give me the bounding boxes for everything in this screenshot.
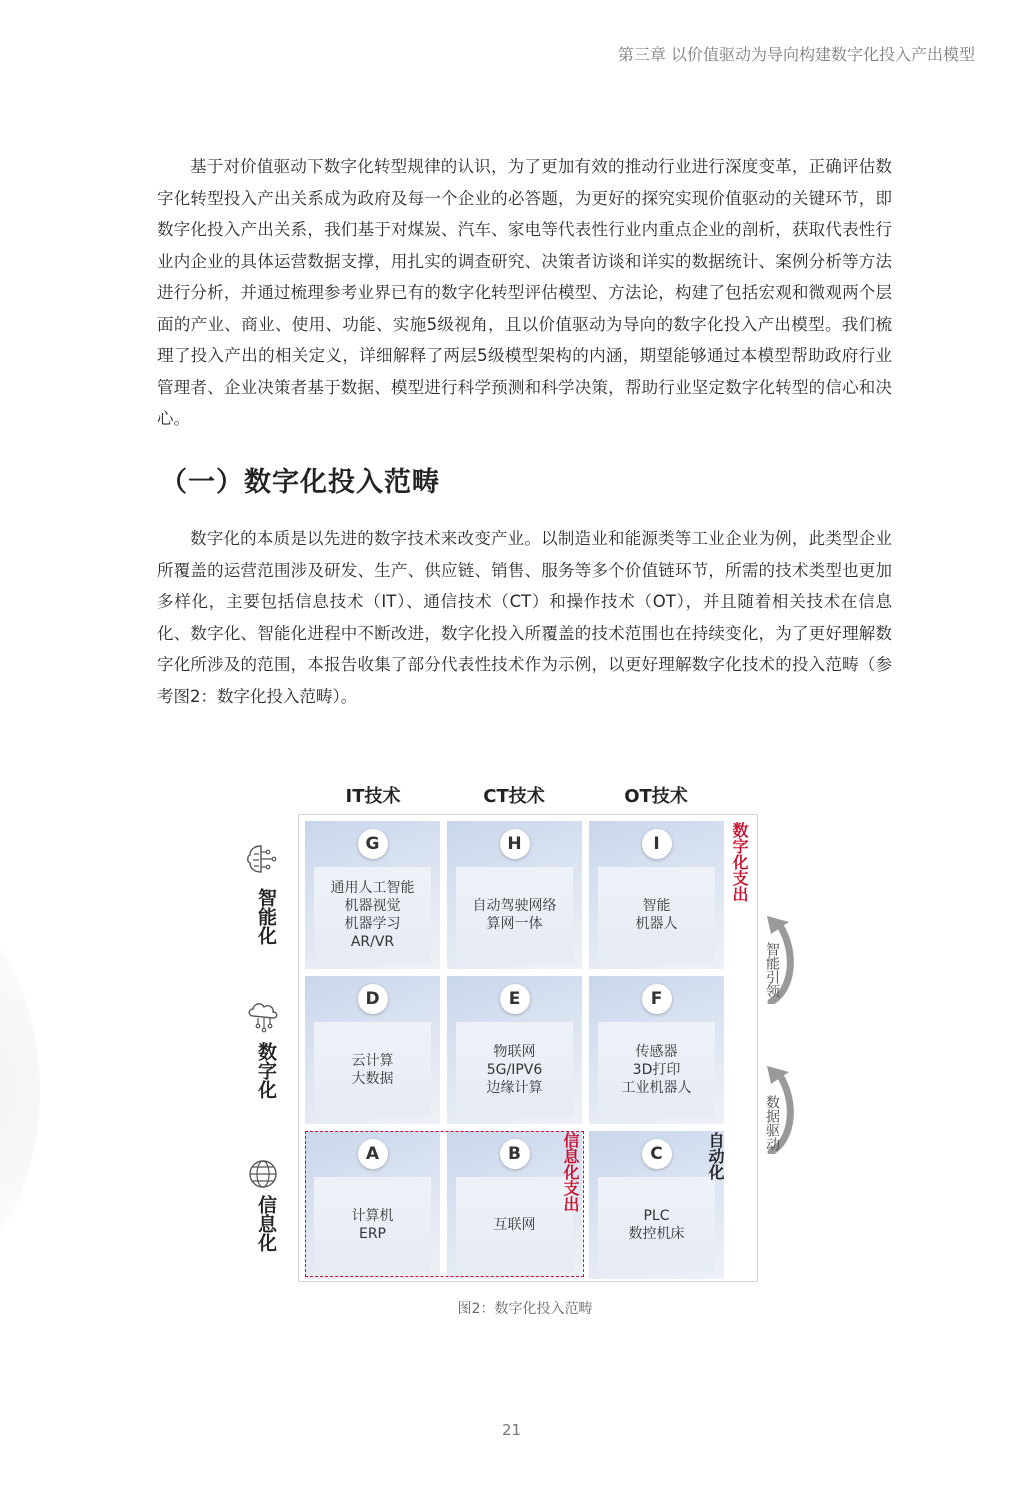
cell-line: AR/VR xyxy=(350,933,395,950)
cell-content xyxy=(314,867,431,962)
brain-chip-icon xyxy=(244,842,282,878)
cell-letter: G xyxy=(358,829,388,859)
cell-e xyxy=(447,976,582,1124)
cell-c xyxy=(589,1131,724,1279)
scope-paragraph: 数字化的本质是以先进的数字技术来改变产业。以制造业和能源类等工业企业为例，此类型企业所覆盖的运营范围涉及研发、生产、供应链、销售、服务等多个价值链环节，所需的技术类型也更加多样化，主要包括信息技术（IT）、通信技术（CT）和操作技术（OT），并且随着相关技术在信息化、数字化、智能化进程中不断改进，数字化投入所覆盖的技术范围也在持续变化，为了更好理解数字化所涉及的范围，本报告收集了部分代表性技术作为示例，以更好理解数字化技术的投入范畴（参考图2：数字化投入范畴）。 xyxy=(157,529,892,706)
cell-letter: E xyxy=(500,984,530,1014)
row-label-informatization: 信息化 xyxy=(255,1195,277,1252)
cell-line: 算网一体 xyxy=(486,915,543,932)
cell-line: 自动驾驶网络 xyxy=(472,897,557,914)
cell-letter: I xyxy=(642,829,672,859)
cell-content xyxy=(598,1177,715,1272)
cell-line: 传感器 xyxy=(635,1043,678,1060)
row-label-intelligent: 智能化 xyxy=(255,888,277,945)
cell-line: 机器人 xyxy=(635,915,678,932)
cell-line: 边缘计算 xyxy=(486,1079,543,1096)
cell-line: 计算机 xyxy=(351,1207,394,1224)
cell-letter: A xyxy=(358,1139,388,1169)
smart-lead-label: 智能引领 xyxy=(764,942,780,998)
cell-line: PLC xyxy=(643,1207,670,1224)
digital-spend-label: 数字化支出 xyxy=(730,822,749,902)
column-header-ot: OT技术 xyxy=(624,786,688,807)
cloud-network-icon xyxy=(244,998,282,1034)
figure-caption: 图2：数字化投入范畴 xyxy=(457,1301,593,1317)
cell-line: 云计算 xyxy=(351,1052,394,1069)
cell-content xyxy=(456,867,573,962)
automation-label: 自动化 xyxy=(706,1132,725,1180)
intro-paragraph: 基于对价值驱动下数字化转型规律的认识，为了更加有效的推动行业进行深度变革，正确评估数字化转型投入产出关系成为政府及每一个企业的必答题，为更好的探究实现价值驱动的关键环节，即数字化投入产出关系，我们基于对煤炭、汽车、家电等代表性行业内重点企业的剖析，获取代表性行业内企业的具体运营数据支撑，用扎实的调查研究、决策者访谈和详实的数据统计、案例分析等方法进行分析，并通过梳理参考业界已有的数字化转型评估模型、方法论，构建了包括宏观和微观两个层面的产业、商业、使用、功能、实施5级视角，且以价值驱动为导向的数字化投入产出模型。我们梳理了投入产出的相关定义，详细解释了两层5级模型架构的内涵，期望能够通过本模型帮助政府行业管理者、企业决策者基于数据、模型进行科学预测和科学决策，帮助行业坚定数字化转型的信心和决心。 xyxy=(157,157,892,428)
cell-line: 物联网 xyxy=(493,1043,536,1060)
cell-h xyxy=(447,821,582,969)
info-spend-label: 信息化支出 xyxy=(561,1132,580,1212)
cell-d xyxy=(305,976,440,1124)
cell-letter: B xyxy=(500,1139,530,1169)
column-header-ct: CT技术 xyxy=(483,786,545,807)
cell-line: 5G/IPV6 xyxy=(486,1061,543,1078)
cell-g xyxy=(305,821,440,969)
cell-line: 3D打印 xyxy=(632,1061,681,1078)
globe-icon xyxy=(244,1156,282,1192)
row-label-digital: 数字化 xyxy=(255,1042,277,1099)
cell-content xyxy=(598,867,715,962)
page-number: 21 xyxy=(501,1421,522,1439)
cell-line: 大数据 xyxy=(351,1070,394,1087)
cell-line: 工业机器人 xyxy=(621,1079,692,1096)
cell-line: ERP xyxy=(358,1225,386,1242)
digital-scope-figure xyxy=(230,770,790,1330)
cell-line: 机器学习 xyxy=(344,915,401,932)
cell-line: 通用人工智能 xyxy=(330,879,415,896)
section-title: （一）数字化投入范畴 xyxy=(160,467,440,498)
cell-line: 机器视觉 xyxy=(344,897,401,914)
column-header-it: IT技术 xyxy=(345,786,401,807)
cell-f xyxy=(589,976,724,1124)
cell-content xyxy=(598,1022,715,1117)
cell-line: 智能 xyxy=(642,897,671,914)
cell-content xyxy=(314,1022,431,1117)
info-spend-dashed-box xyxy=(305,1131,584,1277)
cell-line: 数控机床 xyxy=(628,1225,685,1242)
cell-content xyxy=(456,1022,573,1117)
data-drive-label: 数据驱动 xyxy=(764,1095,780,1151)
cell-i xyxy=(589,821,724,969)
background-swoosh xyxy=(0,880,40,1300)
running-header: 第三章 以价值驱动为导向构建数字化投入产出模型 xyxy=(617,45,975,64)
cell-letter: D xyxy=(358,984,388,1014)
cell-letter: H xyxy=(500,829,530,859)
cell-letter: C xyxy=(642,1139,672,1169)
cell-line: 互联网 xyxy=(493,1216,536,1233)
cell-letter: F xyxy=(642,984,672,1014)
